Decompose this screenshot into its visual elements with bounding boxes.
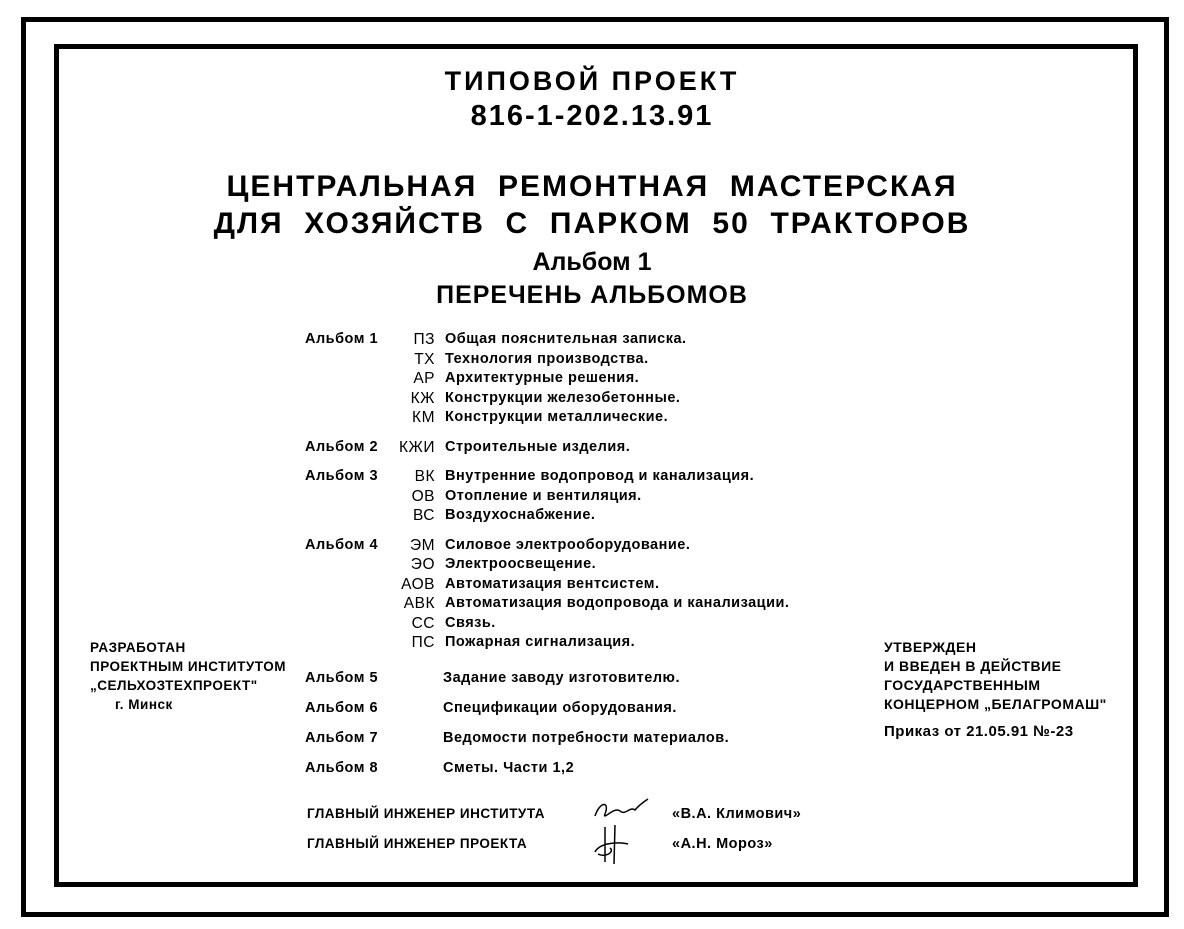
section-description: Конструкции металлические. bbox=[445, 409, 669, 425]
album-label bbox=[305, 594, 395, 614]
developer-block bbox=[90, 638, 286, 714]
album-label bbox=[305, 350, 395, 370]
album-description: Сметы. Части 1,2 bbox=[443, 759, 575, 776]
section-code: ПС bbox=[411, 634, 435, 651]
album-label: Альбом 8 bbox=[305, 759, 379, 776]
subtitle: ПЕРЕЧЕНЬ АЛЬБОМОВ bbox=[436, 281, 748, 309]
album-description: Спецификации оборудования. bbox=[443, 699, 677, 716]
album-label bbox=[305, 575, 395, 595]
developer-line: „СЕЛЬХОЗТЕХПРОЕКТ" bbox=[90, 678, 258, 693]
list-item bbox=[305, 467, 905, 487]
list-item bbox=[305, 614, 905, 634]
section-description: Строительные изделия. bbox=[445, 438, 631, 455]
album-group bbox=[305, 438, 905, 458]
project-number: 816-1-202.13.91 bbox=[470, 100, 714, 132]
album-label: Альбом 6 bbox=[305, 699, 379, 716]
section-code: ПЗ bbox=[413, 331, 435, 348]
signature-row bbox=[307, 836, 773, 852]
approval-block bbox=[884, 638, 1107, 741]
list-item bbox=[305, 369, 905, 389]
list-item bbox=[305, 330, 905, 350]
section-code: ЭО bbox=[410, 556, 435, 573]
album-label bbox=[305, 369, 395, 389]
order-text: Приказ от 21.05.91 №-23 bbox=[884, 723, 1074, 740]
section-description: Воздухоснабжение. bbox=[445, 507, 596, 523]
section-code: ТХ bbox=[414, 350, 435, 368]
list-item bbox=[305, 487, 905, 507]
album-label bbox=[305, 408, 395, 428]
album-group bbox=[305, 330, 905, 428]
section-code: АВК bbox=[403, 595, 435, 612]
developer-line: РАЗРАБОТАН bbox=[90, 640, 186, 655]
section-description: Отопление и вентиляция. bbox=[445, 487, 642, 504]
section-description: Электроосвещение. bbox=[445, 556, 597, 572]
list-item bbox=[305, 594, 905, 614]
album-group bbox=[305, 536, 905, 653]
section-description: Конструкции железобетонные. bbox=[445, 389, 681, 406]
list-item bbox=[305, 555, 905, 575]
section-code: КЖ bbox=[410, 389, 435, 407]
project-type: ТИПОВОЙ ПРОЕКТ bbox=[444, 66, 740, 96]
album-label: Альбом 4 bbox=[305, 536, 379, 553]
album-label: Альбом 3 bbox=[305, 468, 379, 484]
album-label bbox=[305, 506, 395, 526]
developer-line: г. Минск bbox=[115, 697, 173, 712]
section-code: КМ bbox=[412, 409, 435, 426]
section-description: Внутренние водопровод и канализация. bbox=[445, 468, 755, 484]
section-description: Технология производства. bbox=[445, 350, 649, 367]
album-description: Ведомости потребности материалов. bbox=[443, 729, 730, 746]
signature-role: ГЛАВНЫЙ ИНЖЕНЕР ИНСТИТУТА bbox=[307, 806, 545, 821]
section-description: Общая пояснительная записка. bbox=[445, 331, 687, 347]
album-label: Альбом 5 bbox=[305, 669, 379, 686]
handwritten-signature-moroz bbox=[590, 822, 635, 867]
section-description: Автоматизация водопровода и канализации. bbox=[445, 595, 790, 611]
list-item bbox=[305, 350, 905, 370]
approval-line: КОНЦЕРНОМ „БЕЛАГРОМАШ" bbox=[884, 696, 1107, 712]
section-code: АР bbox=[413, 370, 435, 387]
album-heading: Альбом 1 bbox=[532, 248, 652, 276]
title-line-1: ЦЕНТРАЛЬНАЯ РЕМОНТНАЯ МАСТЕРСКАЯ bbox=[226, 170, 958, 203]
list-item bbox=[305, 506, 905, 526]
album-label bbox=[305, 389, 395, 409]
list-item bbox=[305, 753, 905, 783]
list-item bbox=[305, 408, 905, 428]
approval-line: ГОСУДАРСТВЕННЫМ bbox=[884, 677, 1041, 693]
list-item bbox=[305, 693, 905, 723]
signature-name: «В.А. Климович» bbox=[672, 806, 802, 822]
section-description: Связь. bbox=[445, 614, 496, 631]
title-line-2: ДЛЯ ХОЗЯЙСТВ С ПАРКОМ 50 ТРАКТОРОВ bbox=[213, 207, 971, 240]
section-code: ВС bbox=[412, 507, 435, 524]
developer-line: ПРОЕКТНЫМ ИНСТИТУТОМ bbox=[90, 659, 286, 674]
album-description: Задание заводу изготовителю. bbox=[443, 669, 680, 686]
approval-line: УТВЕРЖДЕН bbox=[884, 639, 977, 655]
list-item bbox=[305, 536, 905, 556]
album-label bbox=[305, 614, 395, 634]
list-item bbox=[305, 663, 905, 693]
album-label: Альбом 1 bbox=[305, 331, 379, 347]
section-description: Силовое электрооборудование. bbox=[445, 536, 691, 553]
album-label bbox=[305, 555, 395, 575]
signature-role: ГЛАВНЫЙ ИНЖЕНЕР ПРОЕКТА bbox=[307, 836, 528, 851]
album-list bbox=[305, 330, 905, 783]
section-description: Автоматизация вентсистем. bbox=[445, 575, 660, 592]
album-label bbox=[305, 633, 395, 653]
album-label: Альбом 2 bbox=[305, 438, 379, 455]
section-code: СС bbox=[411, 614, 435, 632]
section-description: Архитектурные решения. bbox=[445, 370, 640, 386]
list-item bbox=[305, 438, 905, 458]
section-code: КЖИ bbox=[399, 438, 435, 456]
signature-row bbox=[307, 806, 802, 822]
list-item bbox=[305, 389, 905, 409]
section-code: ОВ bbox=[411, 487, 435, 505]
list-item bbox=[305, 575, 905, 595]
section-description: Пожарная сигнализация. bbox=[445, 634, 636, 650]
section-code: ЭМ bbox=[409, 536, 435, 554]
list-item bbox=[305, 633, 905, 653]
list-item bbox=[305, 723, 905, 753]
section-code: АОВ bbox=[401, 575, 435, 593]
section-code: ВК bbox=[414, 468, 435, 485]
album-label bbox=[305, 487, 395, 507]
album-label: Альбом 7 bbox=[305, 729, 379, 746]
signature-name: «А.Н. Мороз» bbox=[672, 836, 773, 852]
album-group bbox=[305, 467, 905, 526]
approval-line: И ВВЕДЕН В ДЕЙСТВИЕ bbox=[884, 658, 1062, 674]
